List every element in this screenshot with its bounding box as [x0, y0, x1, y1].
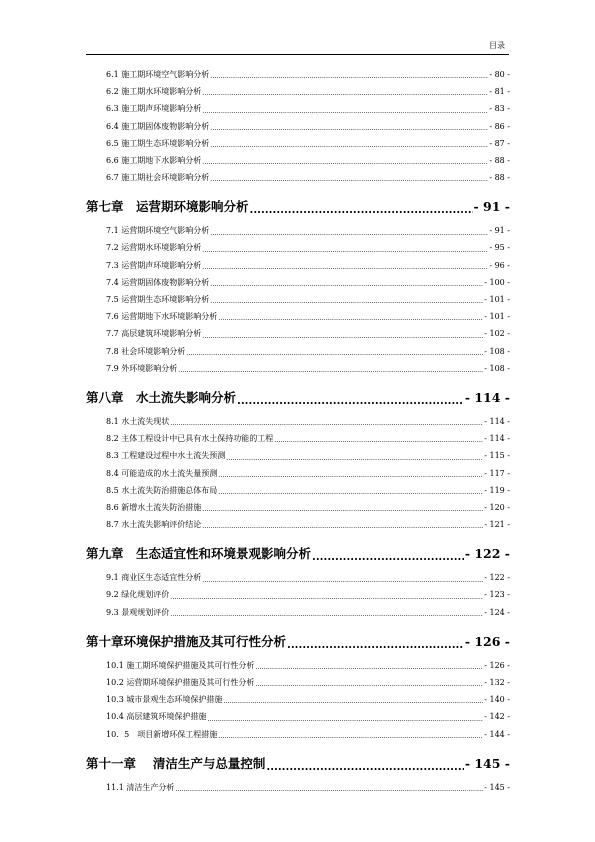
toc-entry-title: 7.7 高层建筑环境影响分析 [106, 329, 202, 339]
toc-section-entry[interactable] [86, 674, 510, 691]
toc-section-entry[interactable] [86, 360, 510, 377]
dot-leader [210, 226, 488, 240]
toc-entry-page: - 100 - [484, 277, 510, 287]
toc-section-entry[interactable] [86, 604, 510, 621]
toc-chapter-entry[interactable] [86, 377, 510, 413]
toc-entry-title: 8.2 主体工程设计中已具有水土保持功能的工程 [106, 434, 274, 444]
toc-entry-page: - 144 - [484, 729, 510, 739]
toc-entry-page: - 95 - [489, 243, 510, 253]
toc-entry-title: 10.3 城市景观生态环境保护措施 [106, 695, 223, 705]
dot-leader [210, 121, 488, 135]
dot-leader [170, 416, 483, 430]
dot-leader [202, 573, 483, 587]
toc-section-entry[interactable] [86, 430, 510, 447]
toc-entry-title: 第十章环境保护措施及其可行性分析 [86, 633, 287, 649]
toc-entry-title: 6.7 施工期社会环境影响分析 [106, 173, 210, 183]
toc-section-entry[interactable] [86, 691, 510, 708]
dot-leader [218, 468, 483, 482]
toc-section-entry[interactable] [86, 413, 510, 430]
dot-leader [223, 694, 483, 708]
toc-entry-title: 7.1 运营期环境空气影响分析 [106, 226, 210, 236]
toc-entry-page: - 114 - [464, 390, 510, 405]
toc-section-entry[interactable] [86, 135, 510, 152]
toc-section-entry[interactable] [86, 465, 510, 482]
toc-entry-page: - 96 - [489, 260, 510, 270]
toc-entry-title: 8.4 可能造成的水土流失量预测 [106, 468, 218, 478]
toc-entry-page: - 123 - [484, 590, 510, 600]
toc-entry-title: 第七章 运营期环境影响分析 [86, 199, 249, 215]
dot-leader [210, 172, 488, 186]
toc-entry-title: 7.3 运营期声环境影响分析 [106, 260, 202, 270]
toc-entry-page: - 91 - [489, 226, 510, 236]
dot-leader [218, 311, 483, 325]
dot-leader [255, 660, 483, 674]
toc-section-entry[interactable] [86, 499, 510, 516]
dot-leader [202, 260, 488, 274]
toc-entry-title: 8.6 新增水土流失防治措施 [106, 502, 202, 512]
toc-section-entry[interactable] [86, 308, 510, 325]
dot-leader [210, 138, 488, 152]
toc-section-entry[interactable] [86, 343, 510, 360]
toc-entry-page: - 114 - [484, 416, 510, 426]
dot-leader [202, 519, 483, 533]
toc-entry-title: 10.2 运营期环境保护措施及其可行性分析 [106, 678, 255, 688]
toc-section-entry[interactable] [86, 657, 510, 674]
toc-entry-page: - 101 - [484, 295, 510, 305]
toc-section-entry[interactable] [86, 291, 510, 308]
toc-section-entry[interactable] [86, 274, 510, 291]
toc-section-entry[interactable] [86, 83, 510, 100]
dot-leader [170, 607, 483, 621]
toc-entry-page: - 145 - [484, 782, 510, 792]
toc-section-entry[interactable] [86, 569, 510, 586]
dot-leader [266, 755, 463, 779]
dot-leader [274, 433, 483, 447]
toc-entry-title: 7.8 社会环境影响分析 [106, 346, 186, 356]
dot-leader [175, 782, 483, 796]
toc-entry-page: - 142 - [484, 712, 510, 722]
toc-entry-page: - 86 - [489, 121, 510, 131]
toc-entry-title: 9.2 绿化规划评价 [106, 590, 170, 600]
toc-entry-page: - 120 - [484, 502, 510, 512]
dot-leader [170, 590, 483, 604]
dot-leader [226, 451, 483, 465]
toc-entry-title: 10．5 项目新增环保工程措施 [106, 729, 218, 739]
toc-entry-title: 8.1 水土流失现状 [106, 416, 170, 426]
toc-section-entry[interactable] [86, 152, 510, 169]
dot-leader [178, 363, 483, 377]
toc-entry-title: 6.1 施工期环境空气影响分析 [106, 69, 210, 79]
toc-entry-page: - 108 - [484, 363, 510, 373]
toc-entry-page: - 121 - [484, 520, 510, 530]
toc-chapter-entry[interactable] [86, 621, 510, 657]
page-header [86, 38, 509, 55]
toc-section-entry[interactable] [86, 325, 510, 342]
toc-entry-title: 7.5 运营期生态环境影响分析 [106, 295, 210, 305]
dot-leader [255, 677, 483, 691]
toc-section-entry[interactable] [86, 447, 510, 464]
toc-entry-title: 6.4 施工期固体废物影响分析 [106, 121, 210, 131]
table-of-contents [86, 66, 510, 796]
toc-section-entry[interactable] [86, 257, 510, 274]
toc-entry-title: 11.1 清洁生产分析 [106, 782, 175, 792]
dot-leader [207, 712, 483, 726]
toc-entry-page: - 87 - [489, 138, 510, 148]
toc-entry-page: - 140 - [484, 695, 510, 705]
toc-entry-title: 6.5 施工期生态环境影响分析 [106, 138, 210, 148]
toc-entry-page: - 115 - [484, 451, 510, 461]
toc-entry-title: 8.7 水土流失影响评价结论 [106, 520, 202, 530]
toc-section-entry[interactable] [86, 118, 510, 135]
dot-leader [202, 155, 488, 169]
toc-entry-page: - 119 - [484, 485, 510, 495]
toc-entry-title: 9.1 商业区生态适宜性分析 [106, 573, 202, 583]
toc-section-entry[interactable] [86, 587, 510, 604]
toc-section-entry[interactable] [86, 708, 510, 725]
dot-leader [237, 389, 464, 413]
toc-entry-title: 10.4 高层建筑环境保护措施 [106, 712, 207, 722]
dot-leader [218, 485, 483, 499]
toc-chapter-entry[interactable] [86, 743, 510, 779]
toc-section-entry[interactable] [86, 779, 510, 796]
toc-entry-title: 6.6 施工期地下水影响分析 [106, 155, 202, 165]
header-title: 目录 [489, 41, 505, 50]
toc-section-entry[interactable] [86, 482, 510, 499]
toc-section-entry[interactable] [86, 66, 510, 83]
toc-entry-title: 7.6 运营期地下水环境影响分析 [106, 312, 218, 322]
dot-leader [202, 243, 488, 257]
toc-entry-page: - 114 - [484, 434, 510, 444]
toc-section-entry[interactable] [86, 726, 510, 743]
toc-entry-page: - 126 - [484, 660, 510, 670]
dot-leader [250, 198, 473, 222]
toc-section-entry[interactable] [86, 100, 510, 117]
toc-entry-title: 第十一章 清洁生产与总量控制 [86, 755, 266, 771]
toc-entry-page: - 108 - [484, 346, 510, 356]
toc-entry-page: - 117 - [484, 468, 510, 478]
toc-chapter-entry[interactable] [86, 186, 510, 222]
dot-leader [210, 277, 483, 291]
dot-leader [287, 633, 464, 657]
dot-leader [202, 104, 488, 118]
toc-entry-title: 6.2 施工期水环境影响分析 [106, 87, 202, 97]
toc-entry-page: - 101 - [484, 312, 510, 322]
toc-entry-title: 8.5 水土流失防治措施总体布局 [106, 485, 218, 495]
toc-entry-title: 9.3 景观规划评价 [106, 607, 170, 617]
dot-leader [202, 502, 483, 516]
dot-leader [312, 545, 464, 569]
toc-entry-title: 7.9 外环境影响分析 [106, 363, 178, 373]
toc-entry-title: 10.1 施工期环境保护措施及其可行性分析 [106, 660, 255, 670]
toc-section-entry[interactable] [86, 222, 510, 239]
toc-entry-page: - 124 - [484, 607, 510, 617]
toc-entry-title: 6.3 施工期声环境影响分析 [106, 104, 202, 114]
toc-entry-title: 第九章 生态适宜性和环境景观影响分析 [86, 546, 312, 562]
toc-chapter-entry[interactable] [86, 533, 510, 569]
dot-leader [202, 329, 483, 343]
toc-entry-page: - 122 - [464, 546, 510, 562]
toc-entry-title: 7.4 运营期固体废物影响分析 [106, 277, 210, 287]
toc-entry-page: - 88 - [489, 155, 510, 165]
toc-section-entry[interactable] [86, 516, 510, 533]
toc-entry-page: - 83 - [489, 104, 510, 114]
dot-leader [202, 86, 488, 100]
toc-entry-page: - 145 - [464, 755, 510, 771]
toc-entry-page: - 122 - [484, 573, 510, 583]
toc-entry-title: 7.2 运营期水环境影响分析 [106, 243, 202, 253]
toc-entry-page: - 126 - [464, 633, 510, 649]
toc-entry-page: - 132 - [484, 678, 510, 688]
dot-leader [210, 294, 483, 308]
dot-leader [218, 729, 483, 743]
toc-section-entry[interactable] [86, 240, 510, 257]
toc-entry-title: 第八章 水土流失影响分析 [86, 390, 237, 405]
toc-entry-title: 8.3 工程建设过程中水土流失预测 [106, 451, 226, 461]
toc-entry-page: - 102 - [484, 329, 510, 339]
toc-entry-page: - 81 - [489, 87, 510, 97]
dot-leader [186, 346, 483, 360]
toc-entry-page: - 88 - [489, 173, 510, 183]
toc-entry-page: - 80 - [489, 69, 510, 79]
toc-section-entry[interactable] [86, 169, 510, 186]
toc-entry-page: - 91 - [473, 199, 510, 215]
dot-leader [210, 69, 488, 83]
